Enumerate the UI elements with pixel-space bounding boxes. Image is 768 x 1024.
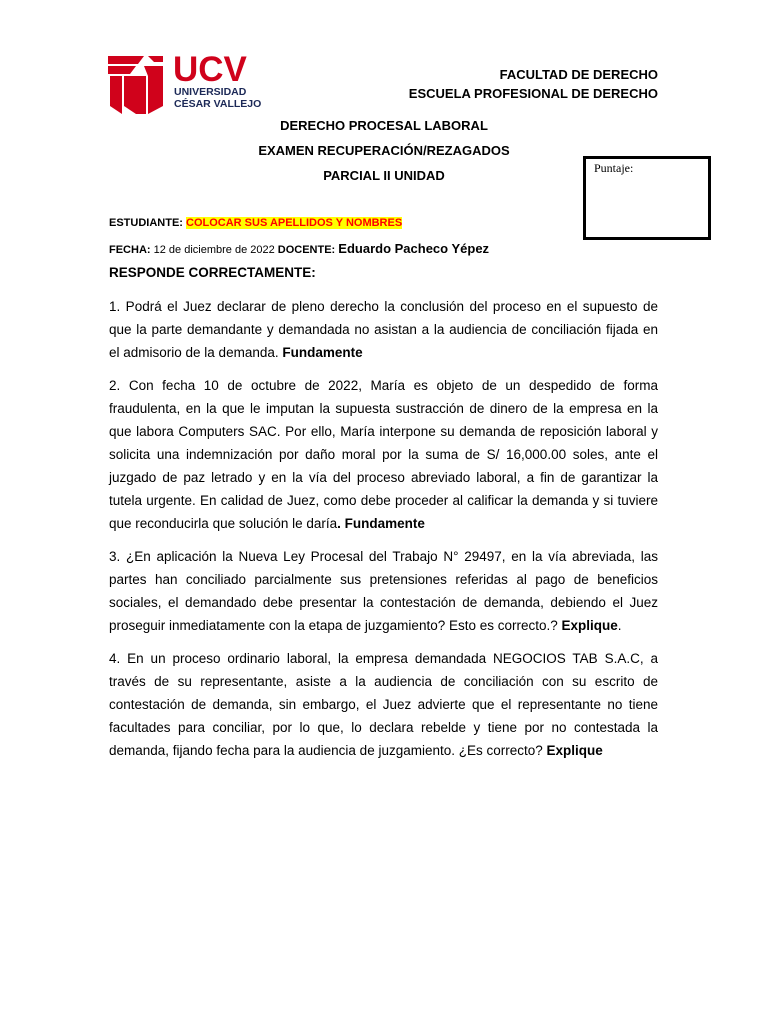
question-4 xyxy=(109,647,658,762)
logo-cesar-vallejo-text: CÉSAR VALLEJO xyxy=(174,98,262,110)
date-teacher-line xyxy=(109,241,489,256)
teacher-name: Eduardo Pacheco Yépez xyxy=(338,241,490,256)
student-label: ESTUDIANTE: xyxy=(109,217,183,229)
exam-title: EXAMEN RECUPERACIÓN/REZAGADOS xyxy=(258,143,510,158)
unit-title: PARCIAL II UNIDAD xyxy=(323,168,445,183)
question-text: 2. Con fecha 10 de octubre de 2022, María es objeto de un despedido de forma fraudulenta, en la que le imputan la supuesta sustracción de dinero de la empresa en la que labora Computers SAC. Por ello, María interpone su demanda de reposición laboral y solicita una indemnización por daño moral por la suma de S/ 16,000.00 soles, ante el juzgado de paz letrado y en la vía del proceso abreviado laboral, a fin de garantizar la tutela urgente. En calidad de Juez, como debe proceder al calificar la demanda y si tuviere que reconducirla que solución le daría xyxy=(109,378,658,531)
faculty-name: FACULTAD DE DERECHO xyxy=(499,67,658,82)
score-label: Puntaje: xyxy=(594,161,634,175)
question-3 xyxy=(109,545,658,637)
logo-ucv-text: UCV xyxy=(173,50,247,89)
date-value: 12 de diciembre de 2022 xyxy=(153,244,275,256)
question-2 xyxy=(109,374,658,535)
question-text: 1. Podrá el Juez declarar de pleno derecho la conclusión del proceso en el supuesto de que la parte demandante y demandada no asistan a la audiencia de conciliación fijada en el admisorio de la demanda. xyxy=(109,299,658,360)
student-line xyxy=(109,217,402,229)
question-emphasis: . Fundamente xyxy=(337,516,425,531)
question-text: 3. ¿En aplicación la Nueva Ley Procesal del Trabajo N° 29497, en la vía abreviada, las partes han conciliado parcialmente sus pretensiones referidas al pago de beneficios sociales, el demandado debe presentar la contestación de demanda, debiendo el Juez proseguir inmediatamente con la etapa de juzgamiento? Esto es correcto.? xyxy=(109,549,658,633)
question-emphasis: Explique xyxy=(561,618,618,633)
faculty-header xyxy=(409,65,658,103)
university-logo xyxy=(108,50,262,114)
course-title: DERECHO PROCESAL LABORAL xyxy=(280,118,488,133)
teacher-label: DOCENTE: xyxy=(277,244,336,256)
question-text: 4. En un proceso ordinario laboral, la empresa demandada NEGOCIOS TAB S.A.C, a través de su representante, asiste a la audiencia de conciliación con su escrito de contestación de demanda, sin embargo, el Juez advierte que el representante no tiene facultades para conciliar, por lo que, lo declara rebelde y tiene por no contestada la demanda, fijando fecha para la audiencia de juzgamiento. ¿Es correcto? xyxy=(109,651,658,758)
student-name-placeholder: COLOCAR SUS APELLIDOS Y NOMBRES xyxy=(186,217,403,229)
date-label: FECHA: xyxy=(109,244,151,256)
question-emphasis: Fundamente xyxy=(282,345,363,360)
question-1 xyxy=(109,295,658,364)
school-name: ESCUELA PROFESIONAL DE DERECHO xyxy=(408,86,658,101)
question-tail: . xyxy=(617,618,622,633)
logo-university-text: UNIVERSIDAD xyxy=(174,86,247,98)
question-emphasis: Explique xyxy=(546,743,603,758)
instruction-heading: RESPONDE CORRECTAMENTE: xyxy=(109,265,316,280)
score-box xyxy=(583,156,711,240)
